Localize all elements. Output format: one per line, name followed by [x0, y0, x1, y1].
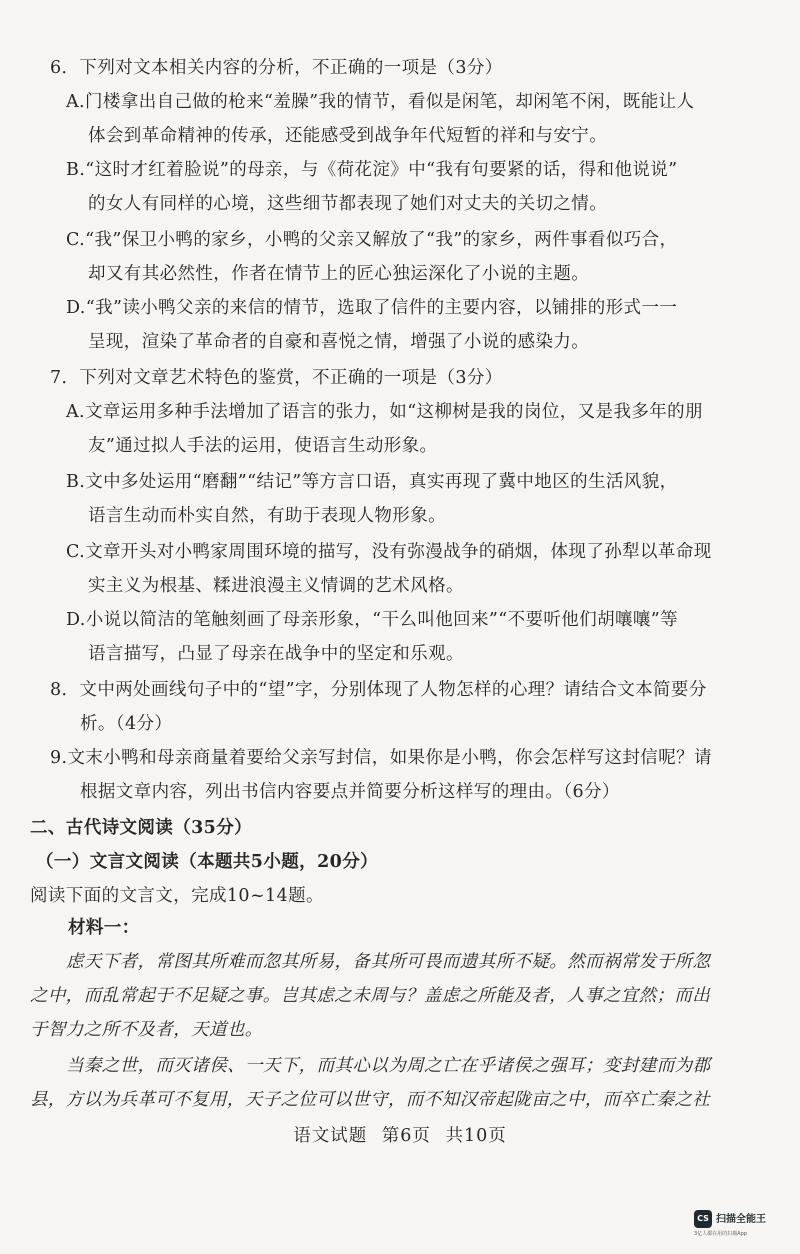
- passage-p1-line3: 于智力之所不及者，天道也。: [30, 1020, 263, 1040]
- q9-line1: 9.文末小鸭和母亲商量着要给父亲写封信，如果你是小鸭，你会怎样写这封信呢？请: [50, 748, 712, 768]
- section-instruction: 阅读下面的文言文，完成10~14题。: [30, 886, 324, 906]
- passage-p1-line1: 虑天下者，常图其所难而忽其所易，备其所可畏而遗其所不疑。然而祸常发于所忽: [66, 952, 711, 972]
- q7-option-d-line1: D.小说以简洁的笔触刻画了母亲形象，“干么叫他回来”“不要听他们胡嚷嚷”等: [66, 610, 679, 630]
- q6-option-c-line2: 却又有其必然性，作者在情节上的匠心独运深化了小说的主题。: [88, 264, 590, 284]
- footer-page-number: 第6页: [381, 1126, 431, 1146]
- q6-option-b-line2: 的女人有同样的心境，这些细节都表现了她们对丈夫的关切之情。: [88, 194, 608, 214]
- section-subtitle: （一）文言文阅读（本题共5小题，20分）: [36, 852, 379, 872]
- q7-option-b-line2: 语言生动而朴实自然，有助于表现人物形象。: [88, 506, 446, 526]
- footer-subject: 语文试题: [293, 1126, 368, 1146]
- q7-option-b-line1: B.文中多处运用“磨翻”“结记”等方言口语，真实再现了冀中地区的生活风貌，: [66, 472, 678, 492]
- q7-option-c-line2: 实主义为根基、糅进浪漫主义情调的艺术风格。: [88, 576, 464, 596]
- watermark-tagline: 3亿人都在用的扫描App: [694, 1231, 747, 1237]
- watermark-app-name: 扫描全能王: [716, 1214, 766, 1225]
- passage-p2-line2: 县，方以为兵革可不复用，天子之位可以世守，而不知汉帝起陇亩之中，而卒亡秦之社: [30, 1090, 711, 1110]
- q6-option-d-line2: 呈现，渲染了革命者的自豪和喜悦之情，增强了小说的感染力。: [88, 332, 590, 352]
- section-title: 二、古代诗文阅读（35分）: [30, 818, 253, 838]
- material-label: 材料一：: [68, 918, 140, 938]
- q7-stem: 7．下列对文章艺术特色的鉴赏，不正确的一项是（3分）: [50, 368, 503, 388]
- q8-line1: 8．文中两处画线句子中的“望”字，分别体现了人物怎样的心理？请结合文本简要分: [50, 680, 707, 700]
- page-footer: [0, 1122, 800, 1147]
- q7-option-d-line2: 语言描写，凸显了母亲在战争中的坚定和乐观。: [88, 644, 464, 664]
- q7-option-c-line1: C.文章开头对小鸭家周围环境的描写，没有弥漫战争的硝烟，体现了孙犁以革命现: [66, 542, 712, 562]
- q7-option-a-line1: A.文章运用多种手法增加了语言的张力，如“这柳树是我的岗位，又是我多年的朋: [66, 402, 703, 422]
- footer-total-pages: 共10页: [445, 1126, 507, 1146]
- passage-p1-line2: 之中，而乱常起于不足疑之事。岂其虑之未周与？盖虑之所能及者，人事之宜然；而出: [30, 986, 711, 1006]
- q7-option-a-line2: 友”通过拟人手法的运用，使语言生动形象。: [88, 436, 438, 456]
- scanner-watermark: [694, 1206, 784, 1240]
- camscanner-logo-icon: CS: [694, 1210, 712, 1228]
- q6-stem: 6．下列对文本相关内容的分析，不正确的一项是（3分）: [50, 58, 503, 78]
- q9-line2: 根据文章内容，列出书信内容要点并简要分析这样写的理由。（6分）: [80, 782, 620, 802]
- passage-p2-line1: 当秦之世，而灭诸侯、一天下，而其心以为周之亡在乎诸侯之强耳；变封建而为郡: [66, 1056, 711, 1076]
- q6-option-c-line1: C.“我”保卫小鸭的家乡，小鸭的父亲又解放了“我”的家乡，两件事看似巧合，: [66, 230, 678, 250]
- q6-option-b-line1: B.“这时才红着脸说”的母亲，与《荷花淀》中“我有句要紧的话，得和他说说”: [66, 160, 678, 180]
- q6-option-a-line2: 体会到革命精神的传承，还能感受到战争年代短暂的祥和与安宁。: [88, 126, 608, 146]
- q6-option-d-line1: D.“我”读小鸭父亲的来信的情节，选取了信件的主要内容，以铺排的形式一一: [66, 298, 678, 318]
- q6-option-a-line1: A.门楼拿出自己做的枪来“羞臊”我的情节，看似是闲笔，却闲笔不闲，既能让人: [66, 92, 695, 112]
- q8-line2: 析。（4分）: [80, 714, 173, 734]
